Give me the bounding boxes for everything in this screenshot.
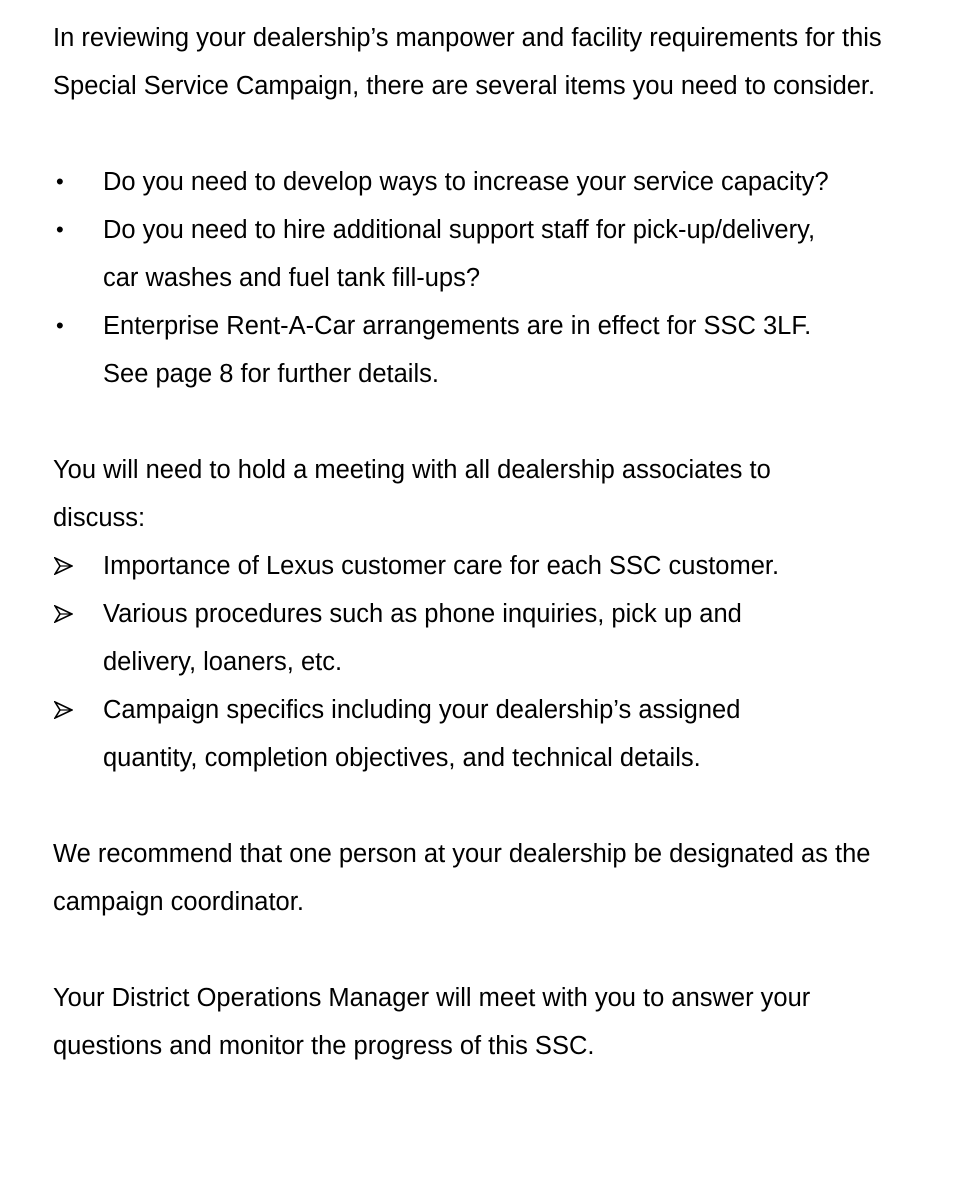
closing-paragraph: Your District Operations Manager will meet with you to answer your questions and monitor the progress of this SSC. — [53, 984, 811, 1060]
intro-paragraph: In reviewing your dealership’s manpower and facility requirements for this Special Service Campaign, there are several items you need to consider. — [53, 24, 882, 100]
bullet-icon: • — [56, 313, 64, 338]
bullet-icon: • — [56, 169, 64, 194]
list-item-text: Importance of Lexus customer care for each SSC customer. — [103, 552, 780, 580]
meeting-topics-list — [53, 542, 933, 782]
recommendation-paragraph: We recommend that one person at your dealership be designated as the campaign coordinator. — [53, 840, 871, 916]
list-item — [53, 158, 833, 206]
spacer — [53, 782, 933, 830]
list-item-text: Do you need to develop ways to increase your service capacity? — [103, 168, 829, 196]
bullet-icon: • — [56, 217, 64, 242]
spacer — [53, 398, 933, 446]
spacer — [53, 926, 933, 974]
list-item — [53, 206, 833, 302]
list-item — [53, 590, 833, 686]
list-item — [53, 302, 833, 398]
list-item-text: Do you need to hire additional support staff for pick-up/delivery, car washes and fuel tank fill-ups? — [103, 216, 816, 292]
list-item — [53, 542, 903, 590]
meeting-intro-paragraph: You will need to hold a meeting with all dealership associates to discuss: — [53, 456, 771, 532]
considerations-list — [53, 158, 933, 398]
document-page — [53, 14, 933, 1070]
spacer — [53, 110, 933, 158]
list-item-text: Campaign specifics including your dealership’s assigned quantity, completion objectives, and technical details. — [103, 696, 741, 772]
list-item-text: Enterprise Rent-A-Car arrangements are in effect for SSC 3LF. See page 8 for further details. — [103, 312, 812, 388]
list-item-text: Various procedures such as phone inquiries, pick up and delivery, loaners, etc. — [103, 600, 742, 676]
list-item — [53, 686, 833, 782]
